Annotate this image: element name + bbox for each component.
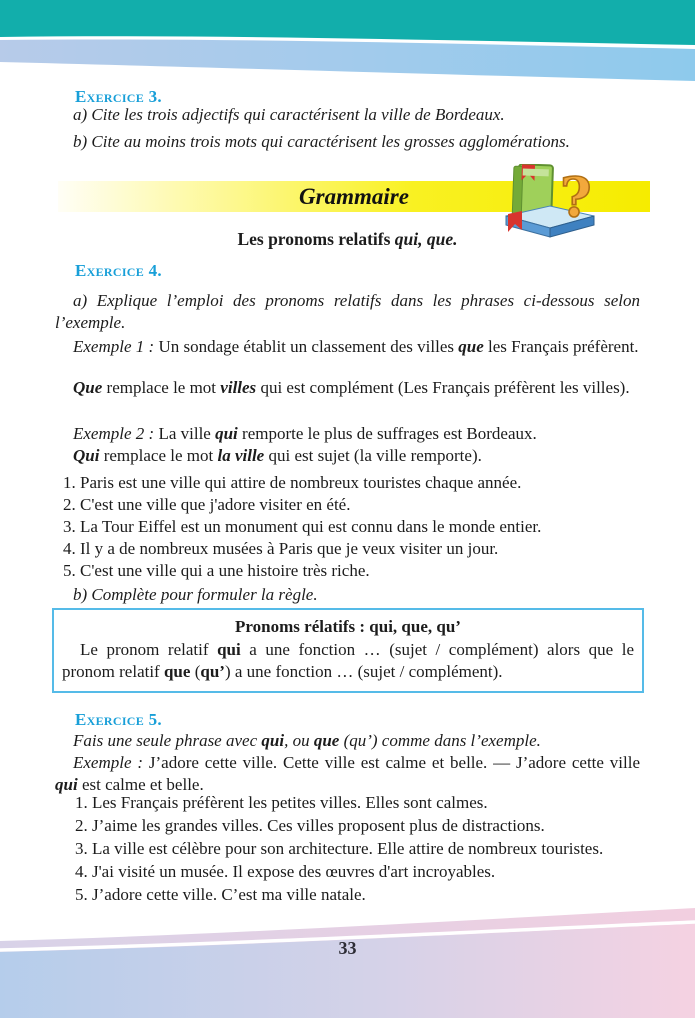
explanation2-keyword2: la ville: [217, 446, 265, 465]
example2-keyword: qui: [215, 424, 238, 443]
explanation1-keyword1: Que: [73, 378, 103, 397]
rule-keyword-qu: qu’: [200, 662, 225, 681]
list-item: 3. La Tour Eiffel est un monument qui est connu dans le monde entier.: [63, 517, 542, 536]
explanation1-text: remplace le mot: [102, 378, 221, 397]
bottom-decoration: [0, 903, 695, 1018]
list-item: 5. C'est une ville qui a une histoire très riche.: [63, 561, 370, 580]
grammaire-banner-title: Grammaire: [299, 184, 409, 209]
svg-text:?: ?: [560, 165, 592, 229]
example2-text: La ville: [154, 424, 216, 443]
list-item: 4. Il y a de nombreux musées à Paris que je veux visiter un jour.: [63, 539, 499, 558]
lesson-subtitle-keywords: qui, que.: [394, 229, 458, 249]
list-item: 5. J’adore cette ville. C’est ma ville natale.: [75, 885, 366, 904]
exercice3-item-b: b) Cite au moins trois mots qui caractérisent les grosses agglomérations.: [73, 132, 570, 151]
exercice5-instruction: [73, 730, 640, 752]
explanation2-text-end: qui est sujet (la ville remporte).: [264, 446, 482, 465]
rule-box-title: Pronoms rélatifs : qui, que, qu’: [235, 617, 461, 636]
list-item: 4. J'ai visité un musée. Il expose des œuvres d'art incroyables.: [75, 862, 496, 881]
list-item: 2. C'est une ville que j'adore visiter en été.: [63, 495, 351, 514]
example-text-end: est calme et belle.: [77, 775, 204, 794]
exercice3-item-a: a) Cite les trois adjectifs qui caractérisent la ville de Bordeaux.: [73, 105, 505, 124]
list-item: 1. Paris est une ville qui attire de nombreux touristes chaque année.: [63, 473, 522, 492]
instruction-text: , ou: [284, 731, 314, 750]
instruction-text: (qu’) comme dans l’exemple.: [339, 731, 541, 750]
example1-label: Exemple 1 :: [73, 337, 155, 356]
explanation1-keyword2: villes: [220, 378, 257, 397]
blue-band: [0, 39, 695, 81]
rule-box-body: [62, 639, 634, 683]
exercice5-sentence-list: [55, 792, 640, 907]
exercice4-example1: [55, 336, 640, 358]
exercice4-explanation1: [55, 377, 640, 399]
exercice3-heading: Exercice 3.: [75, 87, 162, 106]
exercice4-sentence-list: [55, 472, 640, 582]
example1-text-end: les Français préfèrent.: [483, 337, 639, 356]
list-item: 3. La ville est célèbre pour son architecture. Elle attire de nombreux touristes.: [75, 839, 604, 858]
explanation2-text: remplace le mot: [99, 446, 218, 465]
example-text: J’adore cette ville. Cette ville est calme et belle. — J’adore cette ville: [143, 753, 641, 772]
rule-keyword-qui: qui: [217, 640, 241, 659]
example2-text-end: remporte le plus de suffrages est Bordeaux.: [237, 424, 537, 443]
example2-label: Exemple 2 :: [73, 424, 155, 443]
exercice4-item-b: b) Complète pour formuler la règle.: [73, 585, 318, 604]
exercice4-heading: Exercice 4.: [75, 261, 162, 280]
list-item: 1. Les Français préfèrent les petites villes. Elles sont calmes.: [75, 793, 488, 812]
example-keyword: qui: [55, 775, 78, 794]
top-decoration: [0, 0, 695, 85]
exercice4-instruction: a) Explique l’emploi des pronoms relatifs dans les phrases ci-dessous selon l’exemple.: [55, 291, 640, 332]
exercice5-example: [55, 752, 640, 796]
instruction-text: Fais une seule phrase avec: [73, 731, 262, 750]
explanation2-keyword1: Qui: [73, 446, 100, 465]
rule-text: Le pronom relatif: [80, 640, 218, 659]
instruction-keyword-que: que: [313, 731, 340, 750]
rule-keyword-que: que: [163, 662, 191, 681]
exercice4-explanation2: [55, 445, 640, 467]
exercice5-heading: Exercice 5.: [75, 710, 162, 729]
grammar-rule-box: [52, 608, 644, 693]
teal-band: [0, 0, 695, 45]
books-question-icon: [488, 164, 612, 240]
explanation1-text-end: qui est complément (Les Français préfèrent les villes).: [256, 378, 630, 397]
page-number: 33: [338, 938, 357, 958]
example1-keyword: que: [458, 337, 484, 356]
example1-text: Un sondage établit un classement des villes: [154, 337, 459, 356]
rule-text: (: [190, 662, 201, 681]
rule-text: a une fonction … (sujet / complément) alors que le pronom relatif: [62, 640, 634, 681]
list-item: 2. J’aime les grandes villes. Ces villes proposent plus de distractions.: [75, 816, 545, 835]
example-label: Exemple :: [73, 753, 144, 772]
exercice4-example2: [55, 423, 640, 445]
instruction-keyword-qui: qui: [261, 731, 285, 750]
lesson-subtitle-lead: Les pronoms relatifs: [237, 229, 395, 249]
rule-text: ) a une fonction … (sujet / complément).: [224, 662, 503, 681]
